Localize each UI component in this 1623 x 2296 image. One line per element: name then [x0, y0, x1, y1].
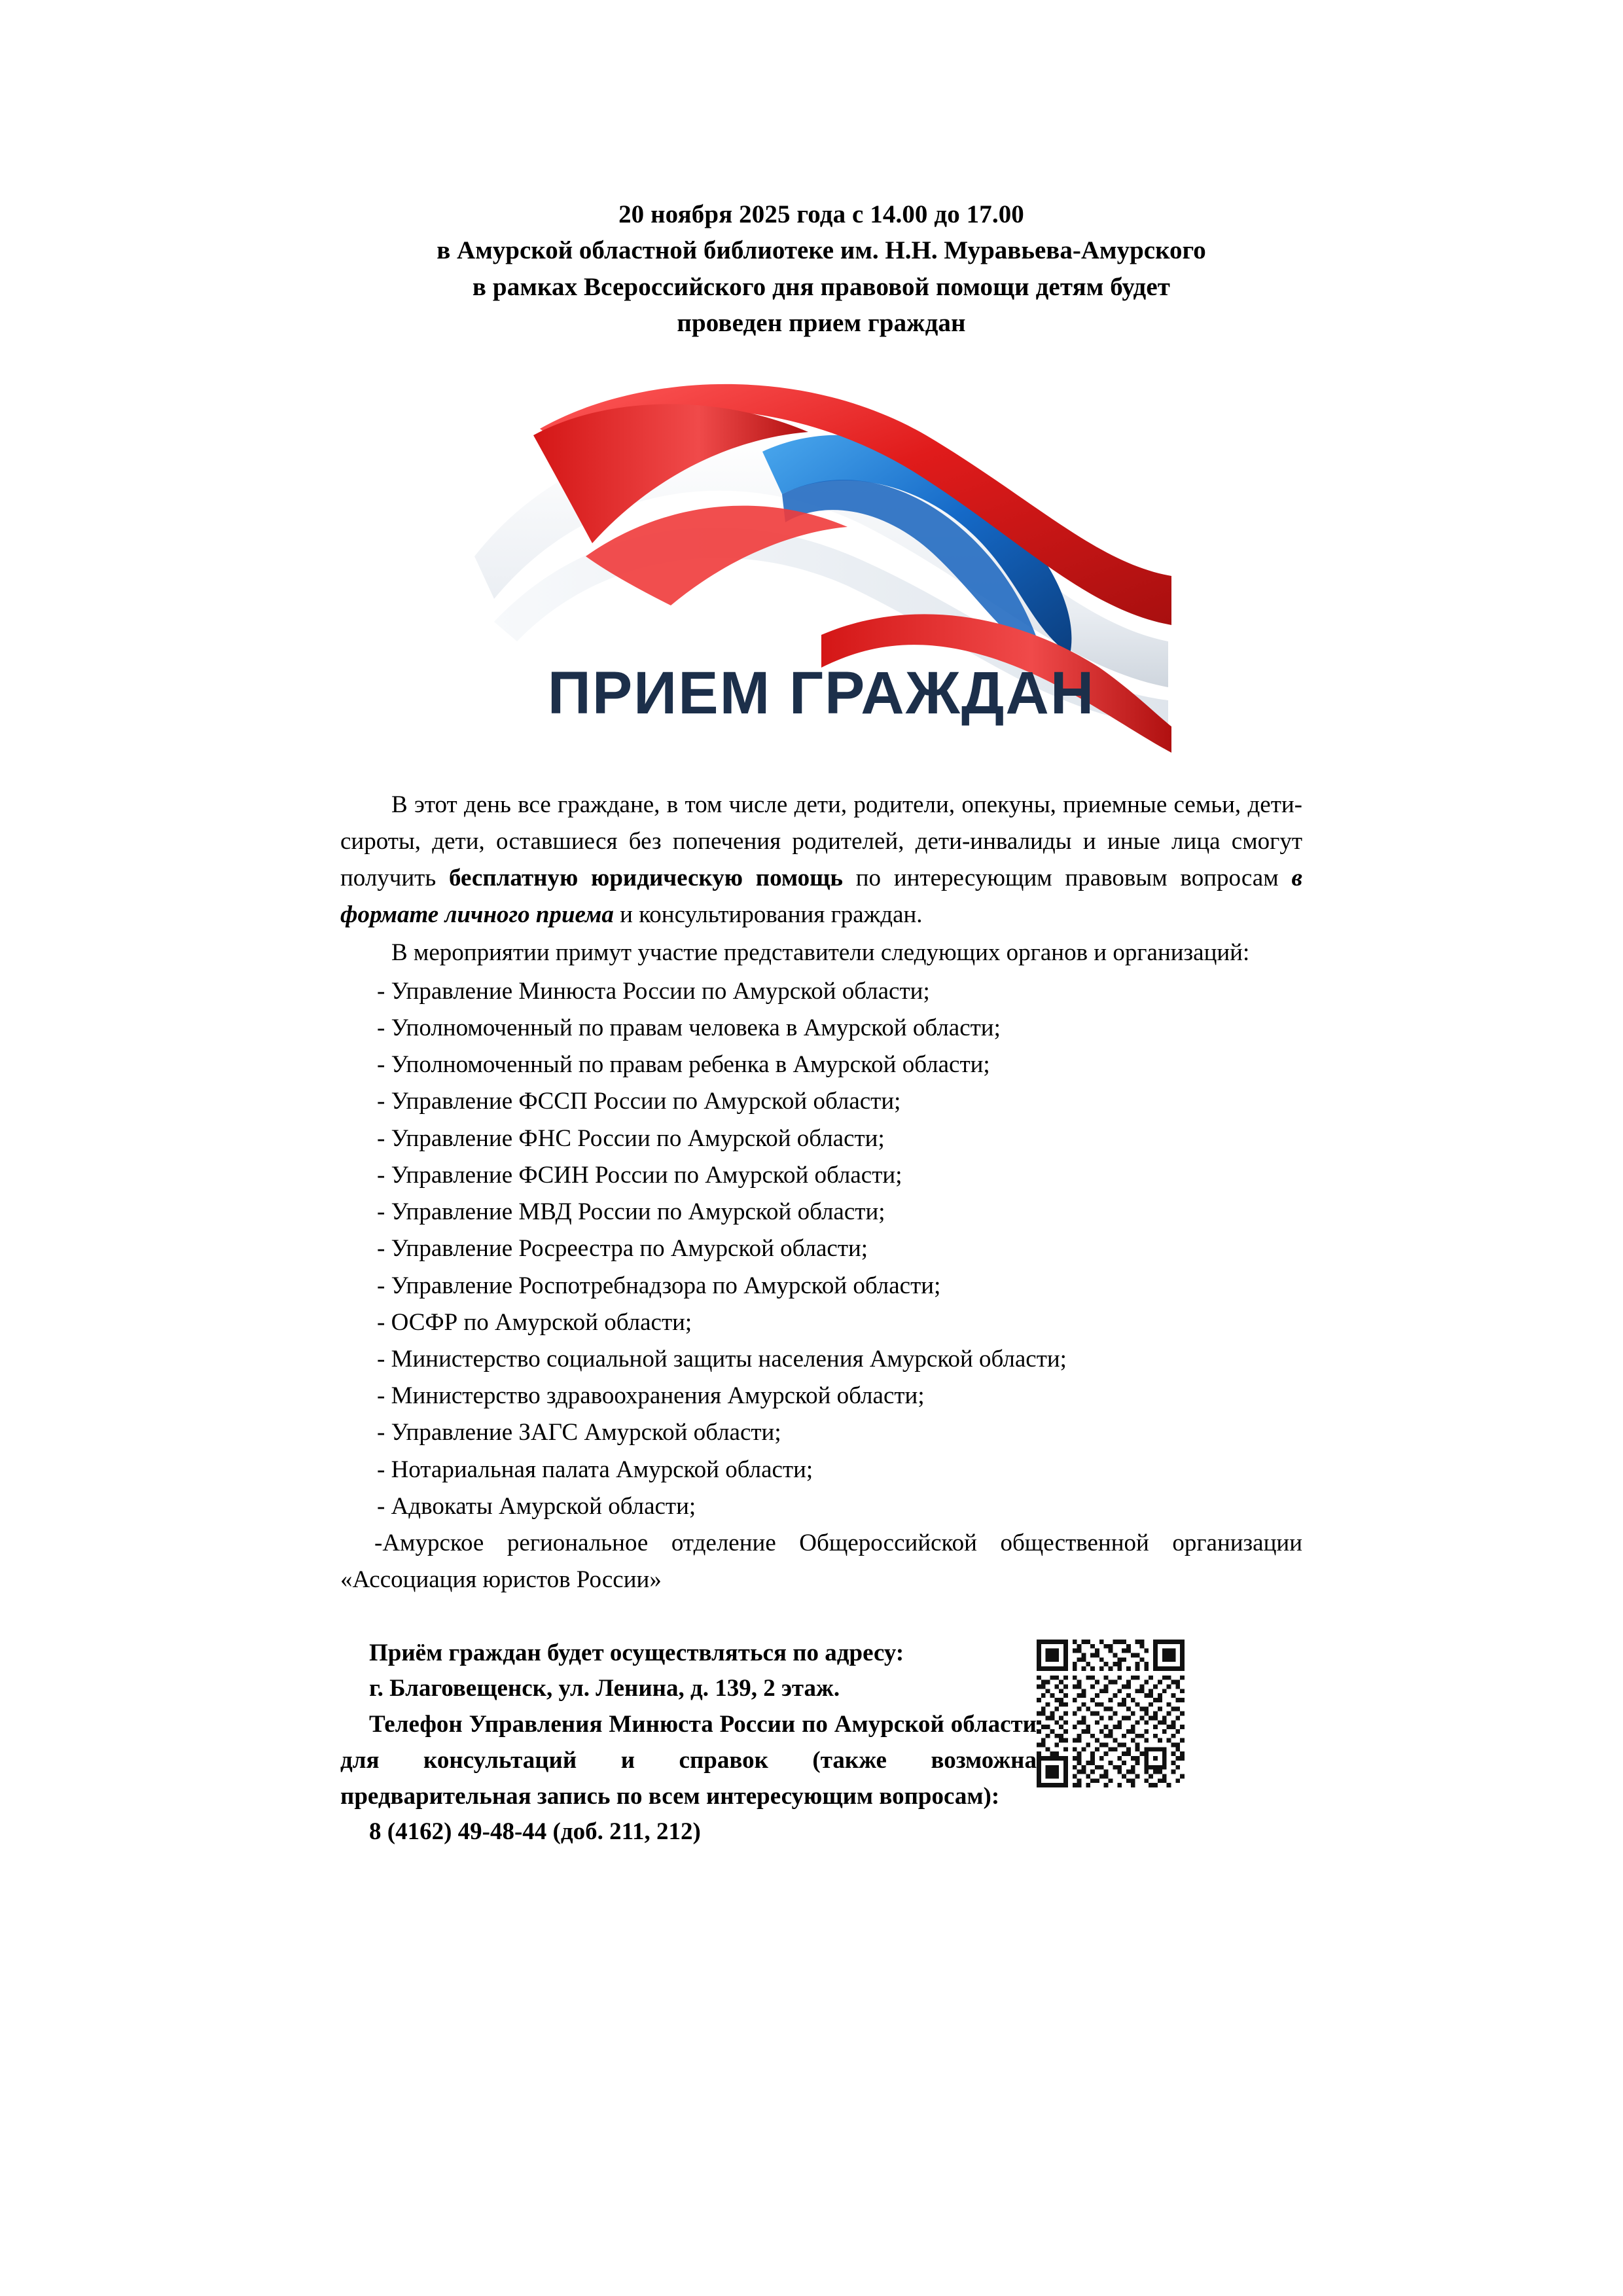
list-item: - Управление Минюста России по Амурской области; — [377, 977, 930, 1005]
list-item: - Управление ФНС России по Амурской области; — [377, 1124, 885, 1152]
list-item: - Министерство здравоохранения Амурской области; — [377, 1382, 925, 1410]
body-text — [340, 787, 1302, 1599]
paragraph-1-part-3: и консультирования граждан. — [613, 901, 923, 929]
paragraph-1-bold-1: бесплатную юридическую помощь — [449, 864, 843, 891]
paragraph-1-part-1: В этот день все граждане, в том числе дети, родители, опекуны, приемные семьи, дети-сироты, дети, оставшиеся без попечения родителей, дети-инвалиды и иные лица смогут получить — [340, 791, 1302, 891]
paragraph-1 — [340, 787, 1302, 934]
paragraph-1-part-2: по интересующим правовым вопросам — [842, 864, 1292, 891]
list-item: - Уполномоченный по правам ребенка в Амурской области; — [377, 1051, 990, 1079]
title-line-1: 20 ноября 2025 года с 14.00 до 17.00 — [618, 200, 1024, 228]
flag-ribbon-banner-image — [455, 360, 1188, 759]
list-item: - Нотариальная палата Амурской области; — [377, 1456, 813, 1483]
contacts-phone: 8 (4162) 49-48-44 (доб. 211, 212) — [369, 1818, 701, 1846]
list-item: - ОСФР по Амурской области; — [377, 1308, 692, 1336]
list-item: - Управление Росреестра по Амурской области; — [377, 1235, 868, 1263]
list-item: - Управление МВД России по Амурской области; — [377, 1198, 885, 1226]
contacts-address: г. Благовещенск, ул. Ленина, д. 139, 2 этаж. — [369, 1675, 840, 1702]
list-item: - Адвокаты Амурской области; — [377, 1492, 696, 1520]
contacts-text — [340, 1636, 1037, 1851]
page-title — [340, 196, 1302, 342]
qr-code-icon — [1037, 1640, 1185, 1787]
list-item: - Министерство социальной защиты населения Амурской области; — [377, 1346, 1067, 1373]
organizations-list — [340, 973, 1302, 1599]
title-line-4: проведен прием граждан — [677, 309, 966, 338]
list-item: -Амурское региональное отделение Общероссийской общественной организации «Ассоциация юристов России» — [340, 1530, 1302, 1594]
paragraph-2: В мероприятии примут участие представители следующих органов и организаций: — [391, 939, 1250, 967]
list-item: - Управление ФССП России по Амурской области; — [377, 1088, 901, 1115]
banner-caption: ПРИЕМ ГРАЖДАН — [547, 659, 1096, 726]
title-line-3: в рамках Всероссийского дня правовой помощи детям будет — [472, 272, 1171, 301]
list-item: - Управление ФСИН России по Амурской области; — [377, 1161, 902, 1189]
list-item: - Управление Роспотребнадзора по Амурской области; — [377, 1272, 941, 1299]
title-line-2: в Амурской областной библиотеке им. Н.Н. Муравьева-Амурского — [437, 236, 1206, 265]
list-item: - Уполномоченный по правам человека в Амурской области; — [377, 1014, 1001, 1041]
document-content — [340, 196, 1302, 1850]
contacts-address-title: Приём граждан будет осуществляться по адресу: — [369, 1639, 904, 1666]
contacts-block — [340, 1636, 1302, 1851]
paragraph-1-bold-italic: в формате личного приема — [340, 864, 1302, 929]
list-item: - Управление ЗАГС Амурской области; — [377, 1419, 781, 1446]
contacts-phone-note: Телефон Управления Минюста России по Амурской области для консультаций и справок (также возможна предварительная запись по всем интересующим вопросам): — [340, 1711, 1037, 1810]
